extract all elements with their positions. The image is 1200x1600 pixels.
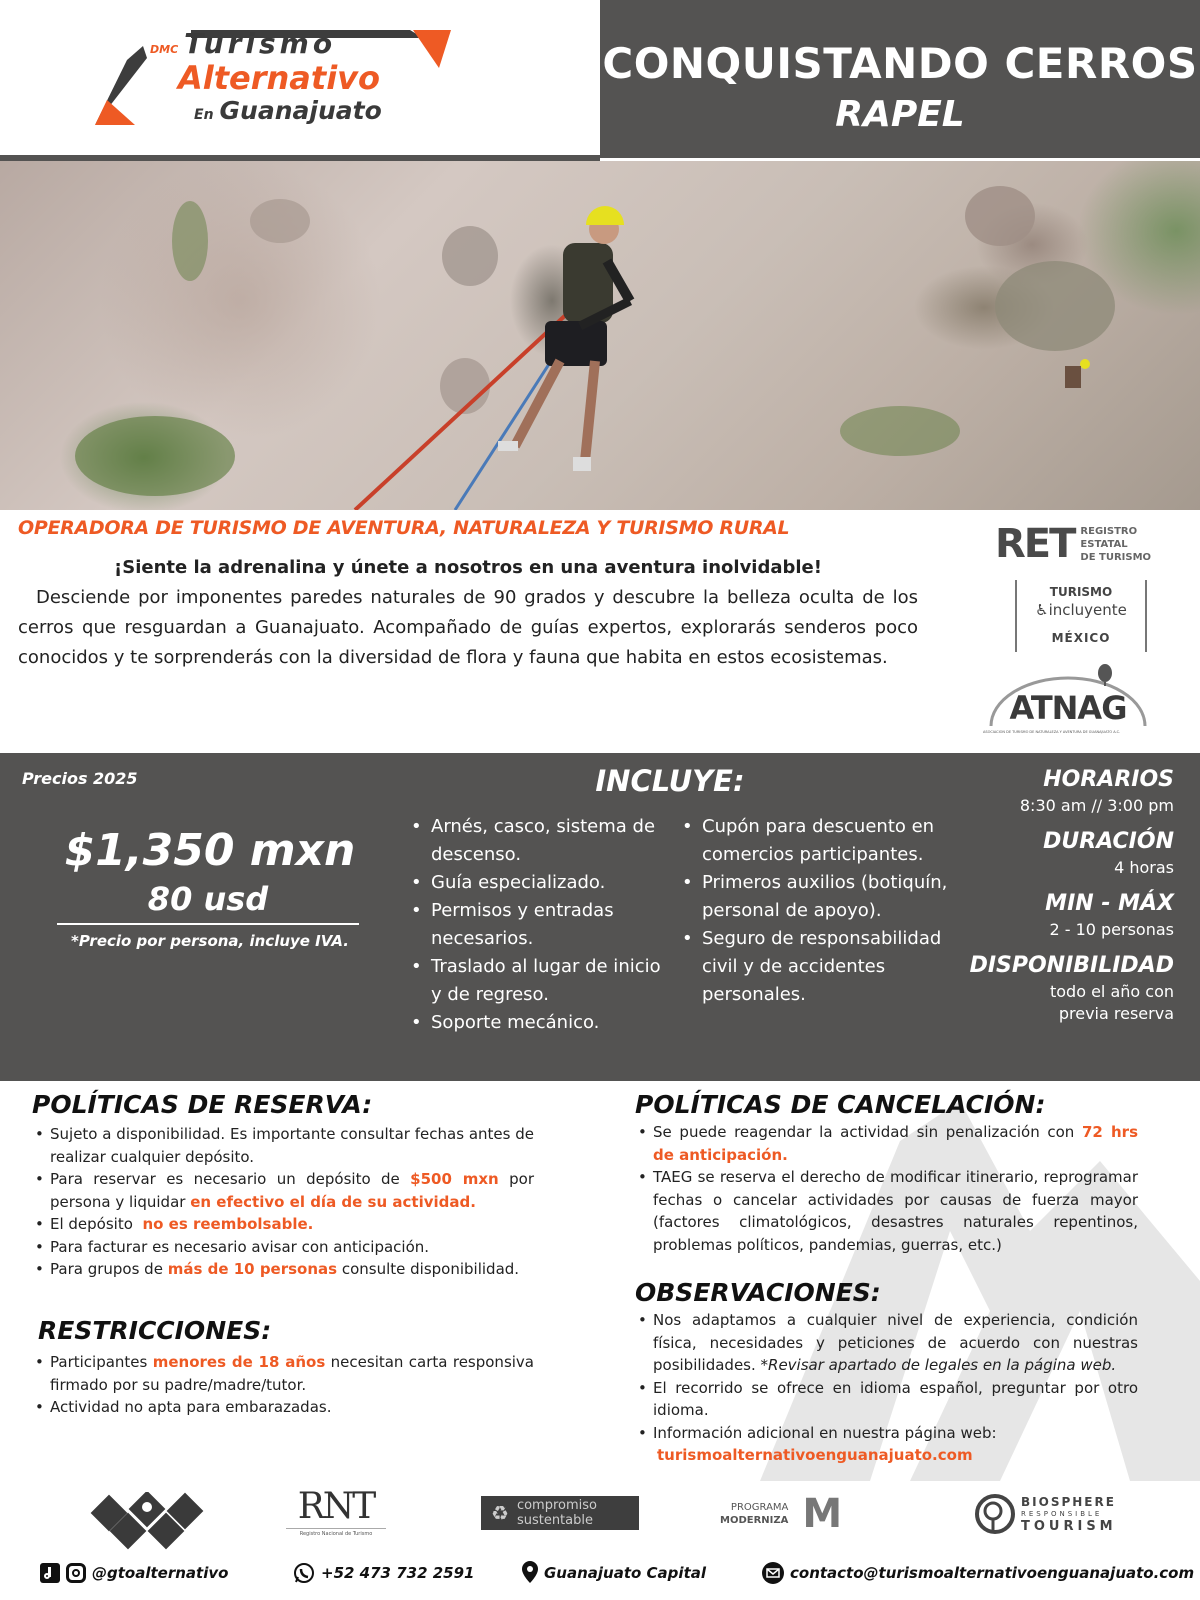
text: Para reservar es necesario un depósito de (50, 1170, 411, 1188)
page-subtitle: RAPEL (835, 94, 965, 135)
ret-logo: RET (995, 521, 1075, 567)
text: Participantes (50, 1353, 153, 1371)
moderniza-mark: M (802, 1491, 843, 1537)
location-text: Guanajuato Capital (544, 1564, 706, 1582)
availability-label: DISPONIBILIDAD (969, 953, 1174, 978)
list-item (32, 1168, 534, 1213)
email-icon (762, 1562, 784, 1584)
incluyente-word: incluyente (1048, 601, 1127, 619)
pricing-band (0, 753, 1200, 1081)
rnt-logo (286, 1486, 386, 1538)
list-item (32, 1213, 534, 1236)
activity-details (942, 765, 1174, 1025)
cancellation-list (635, 1121, 1138, 1256)
ret-line: DE TURISMO (1080, 551, 1152, 563)
incluyente-line3: MÉXICO (1051, 631, 1111, 645)
highlight: no es reembolsable. (142, 1215, 314, 1233)
whatsapp-icon (293, 1562, 315, 1584)
logo-row-2 (150, 60, 450, 96)
text: El depósito (50, 1215, 143, 1233)
schedule-label: HORARIOS (1043, 767, 1174, 792)
logo-line2: Alternativo (178, 59, 380, 97)
highlight: en efectivo el día de su actividad. (190, 1192, 476, 1211)
restrictions-list (32, 1351, 534, 1419)
cancellation-heading: POLÍTICAS DE CANCELACIÓN: (635, 1090, 1046, 1119)
logo-line3-prefix: En (194, 107, 214, 123)
operator-heading: OPERADORA DE TURISMO DE AVENTURA, NATURALEZA Y TURISMO RURAL (18, 517, 790, 539)
highlight: 72 hrs de anticipación. (653, 1123, 1138, 1164)
website-link[interactable]: turismoalternativoenguanajuato.com (657, 1446, 973, 1464)
instagram-icon[interactable] (66, 1563, 86, 1583)
phone-number[interactable]: +52 473 732 2591 (321, 1564, 475, 1582)
list-item: • Actividad no apta para embarazadas. (32, 1396, 534, 1419)
list-item (635, 1422, 1138, 1467)
list-item: • Guía especializado. (409, 869, 671, 897)
list-item: • El recorrido se ofrece en idioma español, preguntar por otro idioma. (635, 1377, 1138, 1422)
list-item (635, 1121, 1138, 1166)
ret-line: ESTATAL (1080, 538, 1128, 550)
duration-label: DURACIÓN (1043, 829, 1174, 854)
hero-photo (0, 161, 1200, 510)
restrictions-heading: RESTRICCIONES: (38, 1316, 272, 1345)
list-item: • TAEG se reserva el derecho de modificar itinerario, reprogramar fechas o cancelar actividades por causas de fuerza mayor (factores climatológicos, desastres naturales repentinos, problemas políticos, pandemias, guerras, etc.) (635, 1166, 1138, 1256)
email-address[interactable]: contacto@turismoalternativoenguanajuato.com (790, 1564, 1195, 1582)
includes-list-a (409, 813, 671, 1037)
accessibility-icons (88, 1492, 213, 1552)
observations (635, 1277, 1138, 1467)
text: Se puede reagendar la actividad sin penalización con (653, 1123, 1082, 1141)
biosphere-line2: RESPONSIBLE (1021, 1509, 1103, 1518)
moderniza-line2: MODERNIZA (720, 1515, 789, 1526)
text: Para grupos de (50, 1260, 168, 1278)
email-contact[interactable] (762, 1560, 1194, 1586)
rnt-caption: Registro Nacional de Turismo (286, 1528, 386, 1538)
cancellation-policies (635, 1089, 1138, 1256)
booking-policies (32, 1089, 534, 1281)
list-item: • Para facturar es necesario avisar con anticipación. (32, 1236, 534, 1259)
moderniza-line1: PROGRAMA (730, 1502, 789, 1513)
recycle-icon: ♻ (491, 1501, 509, 1525)
list-item: • Traslado al lugar de inicio y de regreso. (409, 953, 671, 1009)
availability-value: todo el año con (1049, 982, 1174, 1001)
footer (0, 1486, 1200, 1600)
text: por persona y liquidar (50, 1170, 534, 1211)
biosphere-logo (975, 1492, 1117, 1536)
booking-policies-list (32, 1123, 534, 1281)
group-size-label: MIN - MÁX (1045, 891, 1174, 916)
price-note: *Precio por persona, incluye IVA. (71, 932, 349, 950)
tiktok-icon[interactable] (40, 1563, 60, 1583)
restrictions (38, 1315, 534, 1419)
social-handle[interactable]: @gtoalternativo (92, 1564, 229, 1582)
location-contact (522, 1560, 706, 1586)
certifications (975, 518, 1197, 748)
phone-contact[interactable] (293, 1560, 474, 1586)
observations-heading: OBSERVACIONES: (635, 1278, 881, 1307)
moderniza-logo (720, 1492, 842, 1536)
intro-section (18, 515, 918, 673)
group-size-value: 2 - 10 personas (1049, 920, 1174, 939)
list-item: • Seguro de responsabilidad civil y de accidentes personales. (680, 925, 952, 1009)
deposit-amount: $500 mxn (410, 1170, 499, 1188)
list-item: • Sujeto a disponibilidad. Es importante consultar fechas antes de realizar cualquier depósito. (32, 1123, 534, 1168)
text: Información adicional en nuestra página web: (653, 1423, 997, 1442)
includes-list-b (680, 813, 952, 1009)
duration-value: 4 horas (1114, 858, 1174, 877)
atnag-mark: ATNAG (1009, 689, 1127, 727)
list-item: • Cupón para descuento en comercios participantes. (680, 813, 952, 869)
brand-logo (0, 0, 600, 155)
text: consulte disponibilidad. (337, 1260, 520, 1278)
list-item: • Primeros auxilios (botiquín, personal de apoyo). (680, 869, 952, 925)
logo-dmc: DMC (150, 43, 179, 56)
logo-line3: Guanajuato (219, 96, 382, 125)
logo-line1: Turismo (184, 27, 337, 60)
logo-wordmark (150, 28, 450, 130)
compromiso-line2: sustentable (516, 1513, 593, 1528)
title-panel (600, 0, 1200, 158)
tagline: ¡Siente la adrenalina y únete a nosotros en una aventura inolvidable! (114, 557, 822, 578)
page-title: CONQUISTANDO CERROS (602, 39, 1198, 88)
schedule-value: 8:30 am // 3:00 pm (1019, 796, 1174, 815)
text: necesitan carta responsiva firmado por su padre/madre/tutor. (50, 1353, 534, 1394)
description: Desciende por imponentes paredes naturales de 90 grados y descubre la belleza oculta de los cerros que resguardan a Guanajuato. Acompañado de guías expertos, explorarás senderos poco conocidos y te sorprenderás con la diversidad de flora y fauna que habita en estos ecosistemas. (18, 587, 918, 668)
price-usd: 80 usd (147, 880, 269, 918)
compromiso-line1: compromiso (516, 1498, 597, 1513)
location-pin-icon (522, 1561, 538, 1585)
atnag-caption: ASOCIACIÓN DE TURISMO DE NATURALEZA Y AVENTURA DE GUANAJUATO A.C. (983, 730, 1121, 734)
ret-line: REGISTRO (1080, 525, 1138, 537)
legal-note: *Revisar apartado de legales en la página web. (760, 1356, 1117, 1374)
list-item (635, 1309, 1138, 1377)
list-item: • Soporte mecánico. (409, 1009, 671, 1037)
ret-caption (1080, 525, 1151, 564)
incluyente-line1: TURISMO (1049, 585, 1113, 599)
biosphere-line1: BIOSPHERE (1021, 1494, 1116, 1509)
header (0, 0, 1200, 160)
observations-list (635, 1309, 1138, 1467)
rappeller-illustration-icon (0, 161, 1200, 510)
availability-value: previa reserva (1058, 1004, 1174, 1023)
atnag-logo (983, 664, 1153, 748)
highlight: más de 10 personas (167, 1260, 338, 1278)
list-item (32, 1351, 534, 1396)
highlight: menores de 18 años (152, 1353, 326, 1371)
list-item: • Permisos y entradas necesarios. (409, 897, 671, 953)
biosphere-line3: TOURISM (1021, 1518, 1117, 1534)
compromiso-sustentable-logo (481, 1496, 639, 1530)
logo-row-3 (150, 96, 450, 130)
text: Nos adaptamos a cualquier nivel de experiencia, condición física, necesidades y peticiones de acuerdo con nuestras posibilidades. (653, 1311, 1138, 1374)
list-item: • Arnés, casco, sistema de descenso. (409, 813, 671, 869)
booking-policies-heading: POLÍTICAS DE RESERVA: (32, 1090, 373, 1119)
includes-heading: INCLUYE: (595, 764, 745, 798)
prices-label: Precios 2025 (22, 769, 138, 788)
wheelchair-icon: ♿ (1035, 601, 1049, 619)
policies-section (0, 1081, 1200, 1481)
price-divider (57, 923, 359, 925)
biosphere-icon (975, 1494, 1015, 1534)
turismo-incluyente-logo (1015, 580, 1147, 652)
incluyente-line2 (1017, 600, 1145, 620)
price-mxn: $1,350 mxn (64, 825, 356, 876)
logo-row-1 (150, 28, 450, 60)
list-item (32, 1258, 534, 1281)
rnt-mark: RNT (297, 1486, 375, 1527)
ret-logo-block (995, 522, 1151, 566)
social-contact[interactable] (40, 1560, 228, 1586)
